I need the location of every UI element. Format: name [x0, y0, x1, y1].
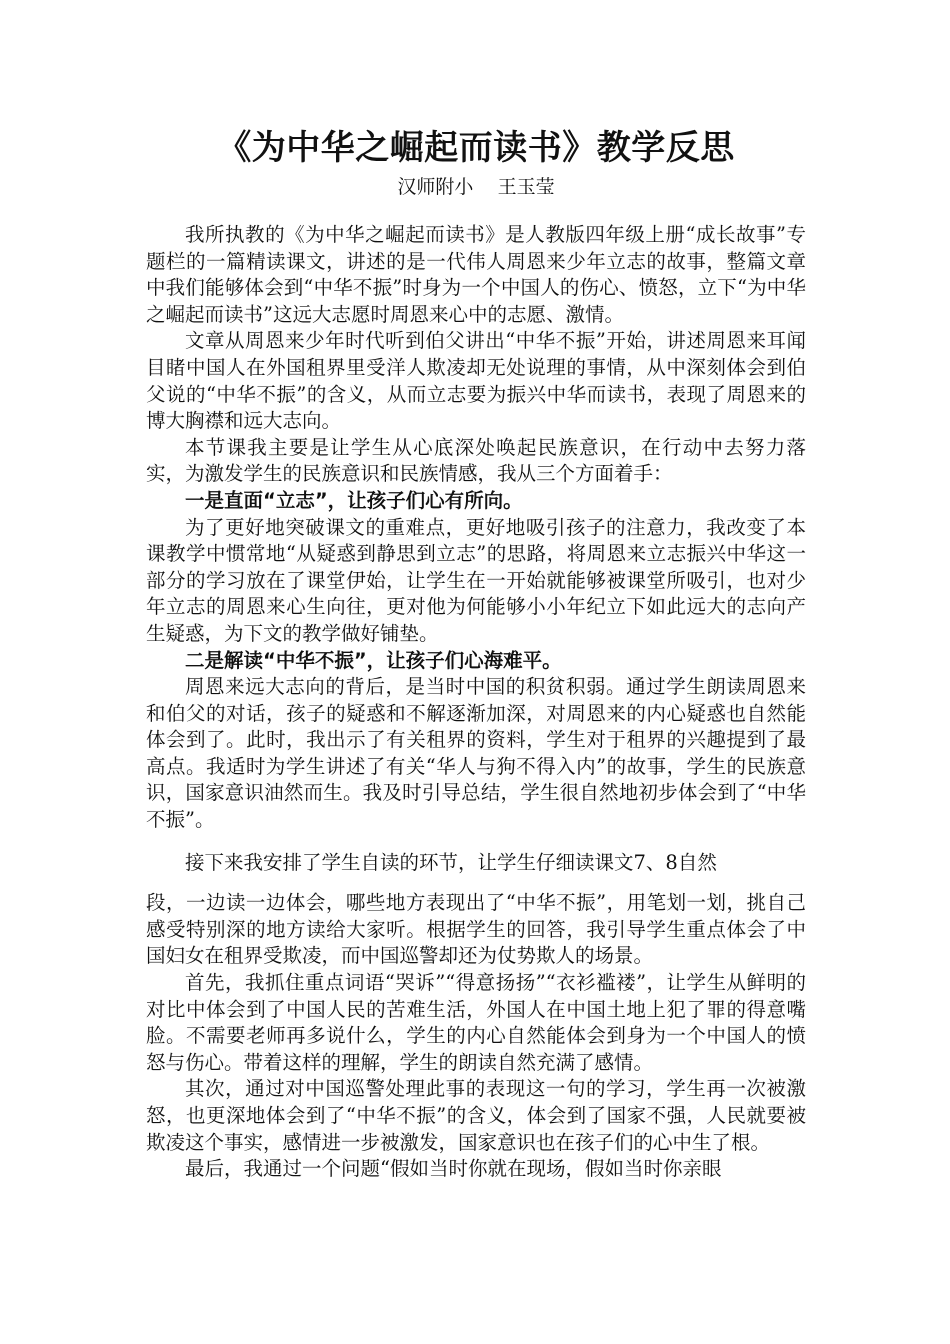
- paragraph: 本节课我主要是让学生从心底深处唤起民族意识，在行动中去努力落实，为激发学生的民族意识和民族情感，我从三个方面着手：: [146, 435, 806, 486]
- document-title: 《为中华之崛起而读书》教学反思: [217, 128, 735, 168]
- paragraph: 周恩来远大志向的背后，是当时中国的积贫积弱。通过学生朗读周恩来和伯父的对话，孩子的疑惑和不解逐渐加深，对周恩来的内心疑惑也自然能体会到了。此时，我出示了有关租界的资料，学生对于租界的兴趣提到了最高点。我适时为学生讲述了有关“华人与狗不得入内”的故事，学生的民族意识，国家意识油然而生。我及时引导总结，学生很自然地初步体会到了“中华不振”。: [146, 675, 806, 832]
- document-author: 汉师附小 王玉莹: [397, 176, 555, 198]
- document-page: [146, 124, 806, 1183]
- paragraph-continuation: 段，一边读一边体会，哪些地方表现出了“中华不振”，用笔划一划，挑自己感受特别深的地方读给大家听。根据学生的回答，我引导学生重点体会了中国妇女在租界受欺凌，而中国巡警却还为仗势欺人的场景。: [146, 891, 806, 968]
- paragraph: 文章从周恩来少年时代听到伯父讲出“中华不振”开始，讲述周恩来耳闻目睹中国人在外国租界里受洋人欺凌却无处说理的事情，从中深刻体会到伯父说的“中华不振”的含义，从而立志要为振兴中华而读书，表现了周恩来的博大胸襟和远大志向。: [146, 329, 806, 433]
- paragraph: 我所执教的《为中华之崛起而读书》是人教版四年级上册“成长故事”专题栏的一篇精读课文，讲述的是一代伟人周恩来少年立志的故事，整篇文章中我们能够体会到“中华不振”时身为一个中国人的伤心、愤怒，立下“为中华之崛起而读书”这远大志愿时周恩来心中的志愿、激情。: [146, 223, 806, 326]
- paragraph: 首先，我抓住重点词语“哭诉”“得意扬扬”“衣衫褴褛”，让学生从鲜明的对比中体会到了中国人民的苦难生活，外国人在中国土地上犯了罪的得意嘴脸。不需要老师再多说什么，学生的内心自然能体会到身为一个中国人的愤怒与伤心。带着这样的理解，学生的朗读自然充满了感情。: [146, 971, 806, 1074]
- paragraph: 为了更好地突破课文的重难点，更好地吸引孩子的注意力，我改变了本课教学中惯常地“从疑惑到静思到立志”的思路，将周恩来立志振兴中华这一部分的学习放在了课堂伊始，让学生在一开始就能够被课堂所吸引，也对少年立志的周恩来心生向往，更对他为何能够小小年纪立下如此远大的志向产生疑惑，为下文的教学做好铺垫。: [146, 515, 806, 645]
- paragraph: 接下来我安排了学生自读的环节，让学生仔细读课文7、8自然: [185, 850, 717, 874]
- paragraph: 其次，通过对中国巡警处理此事的表现这一句的学习，学生再一次被激怒，也更深地体会到了“中华不振”的含义，体会到了国家不强，人民就要被欺凌这个事实，感情进一步被激发，国家意识也在孩子们的心中生了根。: [146, 1077, 806, 1154]
- section-heading: 二是解读“中华不振”，让孩子们心海难平。: [185, 648, 562, 672]
- paragraph: 最后，我通过一个问题“假如当时你就在现场，假如当时你亲眼: [185, 1157, 722, 1181]
- section-heading: 一是直面“立志”，让孩子们心有所向。: [185, 488, 523, 512]
- document-body: [146, 222, 806, 1183]
